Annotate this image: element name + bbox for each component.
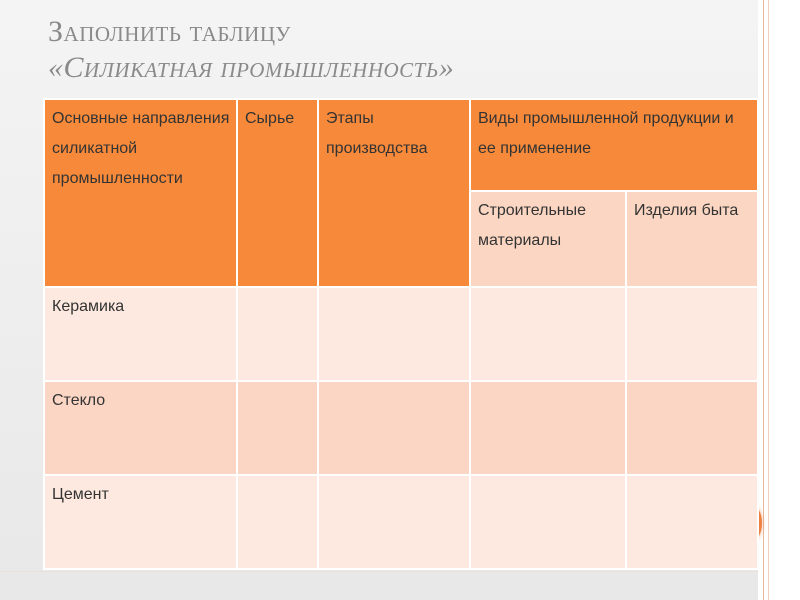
- table-cell: [470, 381, 626, 475]
- table-row: [44, 381, 758, 475]
- table-cell: [318, 287, 470, 381]
- right-decor-line-outer: [763, 0, 764, 600]
- row-label-cement: Цемент: [44, 475, 237, 569]
- table-cell: [626, 287, 758, 381]
- table-cell: [237, 475, 318, 569]
- silicate-industry-table: [43, 98, 759, 570]
- subheader-household-items: Изделия быта: [626, 191, 758, 287]
- table-cell: [237, 381, 318, 475]
- right-decor-line-inner: [768, 0, 769, 600]
- table-cell: [626, 381, 758, 475]
- header-production-stages: Этапы производства: [318, 99, 470, 287]
- table-row: [44, 287, 758, 381]
- subheader-building-materials: Строительные материалы: [470, 191, 626, 287]
- table-row: [44, 475, 758, 569]
- table-cell: [470, 287, 626, 381]
- table-cell: [237, 287, 318, 381]
- row-label-ceramics: Керамика: [44, 287, 237, 381]
- right-border-strip: [758, 0, 800, 600]
- header-directions: Основные направления силикатной промышленности: [44, 99, 237, 287]
- title-line-2: «Силикатная промышленность»: [48, 51, 455, 84]
- title-line-1: Заполнить таблицу: [48, 15, 291, 48]
- header-product-types: Виды промышленной продукции и ее применение: [470, 99, 758, 191]
- table-cell: [470, 475, 626, 569]
- table-cell: [318, 381, 470, 475]
- table-cell: [626, 475, 758, 569]
- row-label-glass: Стекло: [44, 381, 237, 475]
- table-cell: [318, 475, 470, 569]
- slide-title: [48, 14, 454, 86]
- bottom-decor-line: [0, 571, 758, 572]
- header-raw-materials: Сырье: [237, 99, 318, 287]
